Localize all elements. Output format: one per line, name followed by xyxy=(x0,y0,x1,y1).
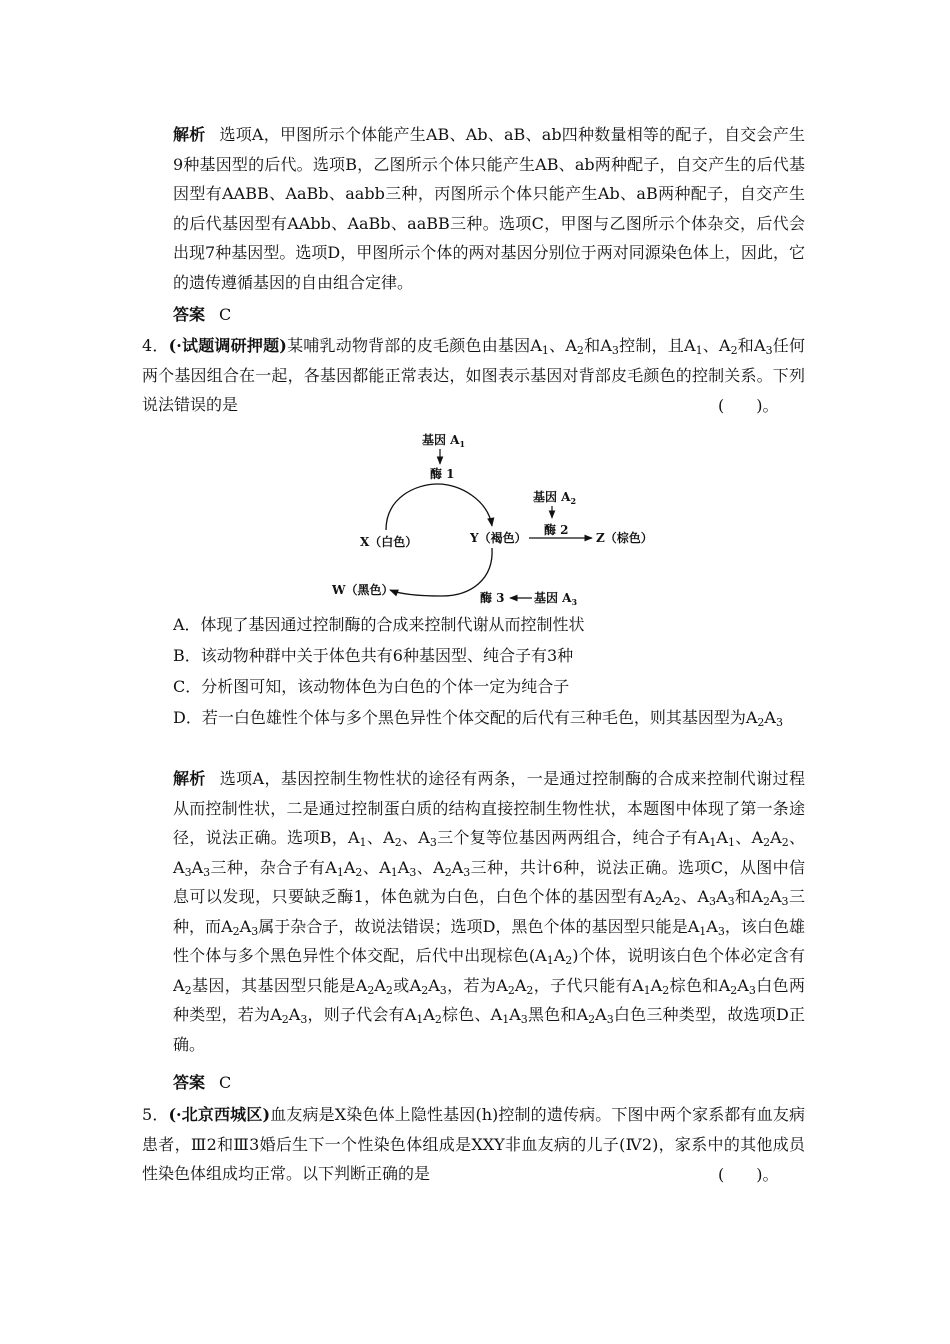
analysis-text: 选项A，基因控制生物性状的途径有两条，一是通过控制酶的合成来控制代谢过程从而控制性状，二是通过控制蛋白质的结构直接控制生物性状，本题图中体现了第一条途径，说法正确。选项B，$A_1$、$A_2$、$A_3$三个复等位基因两两组合，纯合子有$A_1A_1$、$A_2A_2$、$A_3A_3$三种，杂合子有$A_1A_2$、$A_1A_3$、$A_2A_3$三种，共计6种，说法正确。选项C，从图中信息可以发现，只要缺乏酶1，体色就为白色，白色个体的基因型有$A_2A_2$、$A_3A_3$和$A_2A_3$三种，而$A_2A_3$属于杂合子，故说法错误；选项D，黑色个体的基因型只能是$A_1A_3$，该白色雄性个体与多个黑色异性个体交配，后代中出现棕色$(A_1A_2)$个体，说明该白色个体必定含有$A_2$基因，其基因型只能是$A_2A_2$或$A_2A_3$，若为$A_2A_2$，子代只能有$A_1A_2$棕色和$A_2A_3$白色两种类型，若为$A_2A_3$，则子代会有$A_1A_2$棕色、$A_1A_3$黑色和$A_2A_3$白色三种类型，故选项D正确。 xyxy=(173,769,806,1054)
analysis-label: 解析 xyxy=(173,125,206,144)
question-blank: ( )。 xyxy=(718,396,779,415)
answer-value: C xyxy=(219,1073,232,1092)
enzyme-1-label: 酶 1 xyxy=(430,467,455,481)
pathway-diagram xyxy=(320,430,660,608)
gene-a1-label: 基因 $A_1$ xyxy=(422,433,466,449)
answer-label: 答案 xyxy=(173,305,206,324)
question-source: (·北京西城区) xyxy=(168,1105,271,1124)
x-white-label: X（白色） xyxy=(360,535,418,549)
gene-a3-label: 基因 $A_3$ xyxy=(534,591,578,607)
w-black-label: W（黑色） xyxy=(332,583,394,597)
arc-y-to-w xyxy=(390,548,492,596)
answer-4 xyxy=(173,1068,805,1098)
gene-a2-label: 基因 $A_2$ xyxy=(533,490,577,506)
analysis-3 xyxy=(173,120,805,297)
question-blank: ( )。 xyxy=(718,1165,779,1184)
option-c: C．分析图可知，该动物体色为白色的个体一定为纯合子 xyxy=(173,677,570,696)
option-b: B．该动物种群中关于体色共有6种基因型、纯合子有3种 xyxy=(173,646,574,665)
question-number: 5． xyxy=(142,1105,169,1124)
question-5 xyxy=(142,1100,805,1189)
analysis-label: 解析 xyxy=(173,769,206,788)
arc-x-to-y xyxy=(386,484,492,530)
question-source: (·试题调研押题) xyxy=(168,336,287,355)
z-tan-label: Z（棕色） xyxy=(596,531,653,545)
enzyme-3-label: 酶 3 xyxy=(480,591,505,605)
answer-value: C xyxy=(219,305,232,324)
enzyme-2-label: 酶 2 xyxy=(544,523,569,537)
analysis-4 xyxy=(173,764,805,1059)
answer-label: 答案 xyxy=(173,1073,206,1092)
option-d: D．若一白色雄性个体与多个黑色异性个体交配的后代有三种毛色，则其基因型为$A_2A_3$ xyxy=(173,708,783,729)
option-a: A．体现了基因通过控制酶的合成来控制代谢从而控制性状 xyxy=(173,615,585,634)
analysis-text: 选项A，甲图所示个体能产生AB、Ab、aB、ab四种数量相等的配子，自交会产生9种基因型的后代。选项B，乙图所示个体只能产生AB、ab两种配子，自交产生的后代基因型有AABB、AaBb、aabb三种，丙图所示个体只能产生Ab、aB两种配子，自交产生的后代基因型有AAbb、AaBb、aaBB三种。选项C，甲图与乙图所示个体杂交，后代会出现7种基因型。选项D，甲图所示个体的两对基因分别位于两对同源染色体上，因此，它的遗传遵循基因的自由组合定律。 xyxy=(173,125,805,292)
question-4 xyxy=(142,331,805,420)
question-text: 血友病是X染色体上隐性基因(h)控制的遗传病。下图中两个家系都有血友病患者，Ⅲ2和Ⅲ3婚后生下一个性染色体组成是XXY非血友病的儿子(Ⅳ2)，家系中的其他成员性染色体组成均正常。以下判断正确的是 xyxy=(142,1105,805,1183)
question-text: 某哺乳动物背部的皮毛颜色由基因$A_1$、$A_2$和$A_3$控制，且$A_1$、$A_2$和$A_3$任何两个基因组合在一起，各基因都能正常表达，如图表示基因对背部皮毛颜色的控制关系。下列说法错误的是 xyxy=(142,336,805,414)
y-brown-label: Y（褐色） xyxy=(470,531,527,545)
answer-3 xyxy=(173,300,805,330)
question-number: 4． xyxy=(142,336,169,355)
